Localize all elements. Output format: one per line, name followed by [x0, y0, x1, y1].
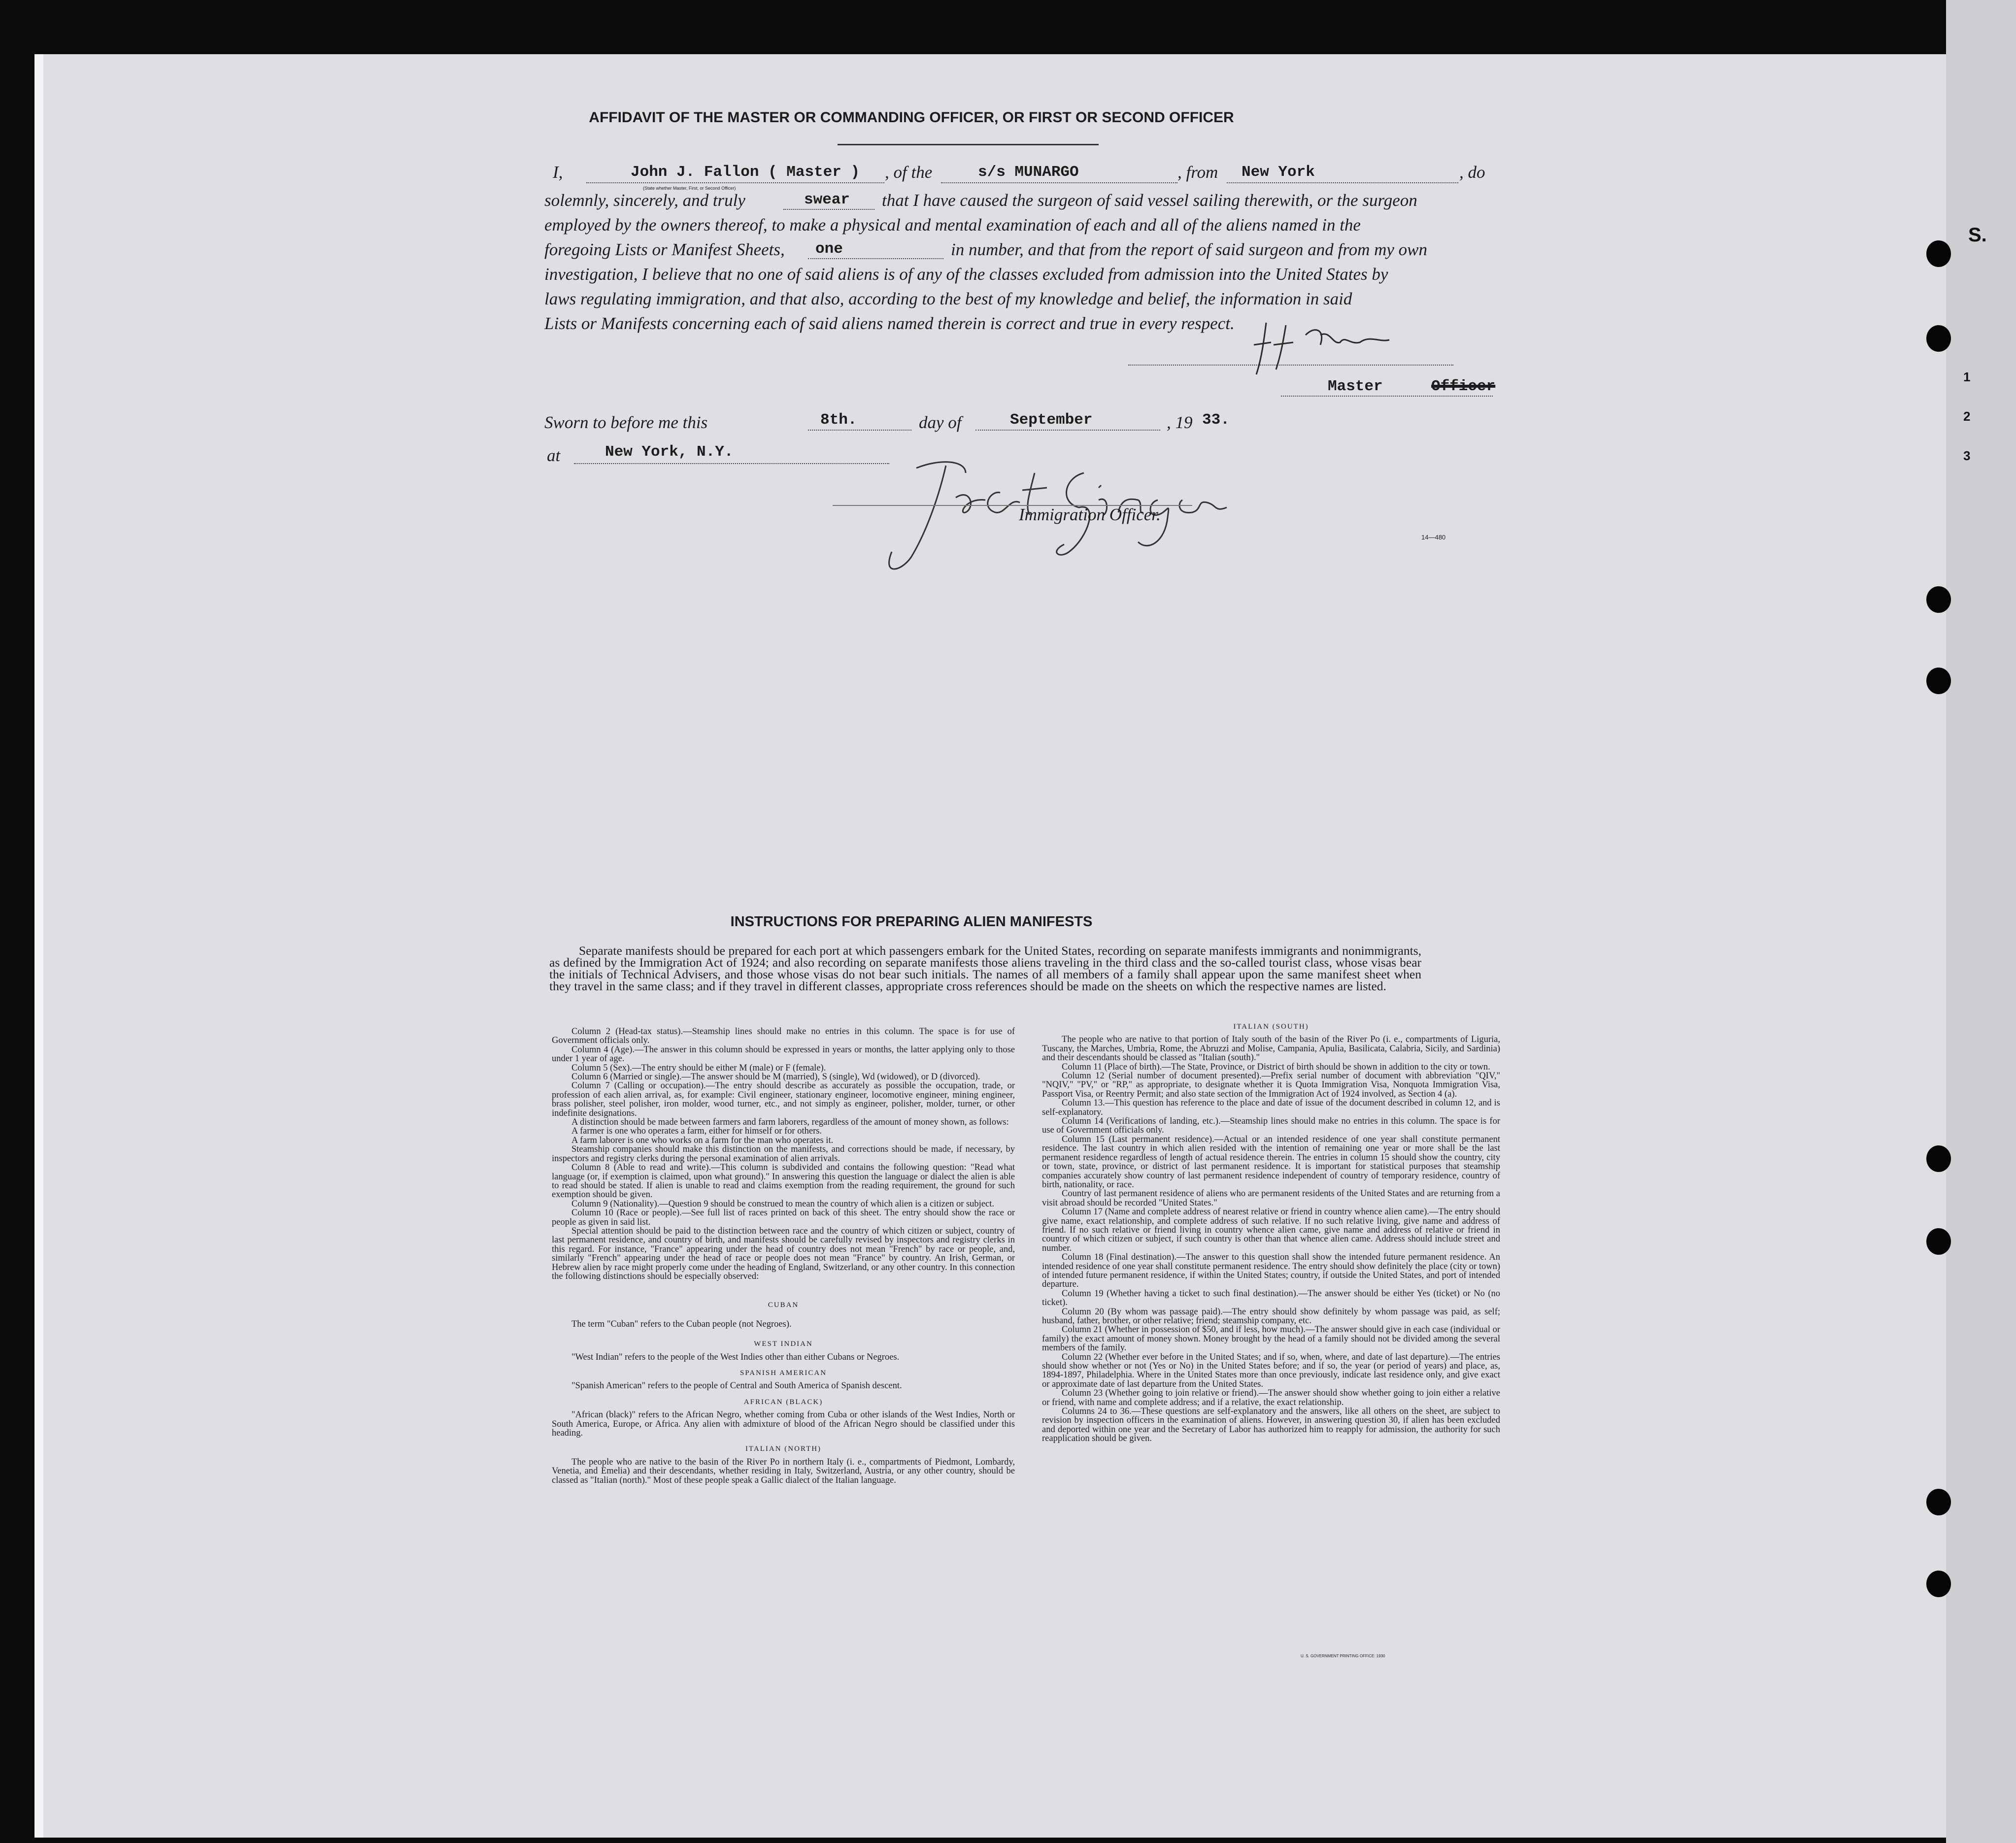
margin-number-3: 3 — [1963, 448, 1971, 463]
instruction-paragraph: Steamship companies should make this distinction on the manifests, and corrections should be made, if necessary, by inspectors and registry clerks during the personal examination of alien arrivals. — [552, 1144, 1015, 1164]
instruction-paragraph: Column 5 (Sex).—The entry should be either M (male) or F (female). — [571, 1063, 826, 1073]
at-label: at — [547, 446, 561, 465]
section-heading-west-indian: WEST INDIAN — [754, 1340, 813, 1348]
instruction-paragraph: "West Indian" refers to the people of the West Indies other than either Cubans or Negroes. — [571, 1352, 900, 1362]
instruction-paragraph: Column 6 (Married or single).—The answer should be M (married), S (single), Wd (widowed), or D (divorced). — [571, 1072, 980, 1082]
from-label: , from — [1177, 163, 1218, 182]
instruction-paragraph: Column 9 (Nationality).—Question 9 should be construed to mean the country of which alien is a citizen or subject. — [571, 1199, 995, 1209]
of-the-label: , of the — [885, 163, 933, 182]
instruction-paragraph: Column 23 (Whether going to join relative or friend).—The answer should show whether going to join either a relative or friend, with name and complete address; and if a relative, the exact relationship. — [1042, 1388, 1500, 1407]
instruction-paragraph: Column 21 (Whether in possession of $50, and if less, how much).—The answer should give in each case (individual or family) the exact amount of money shown. Money brought by the head of a family should not be divided among the several members of the family. — [1042, 1325, 1500, 1353]
instruction-paragraph: Column 4 (Age).—The answer in this column should be expressed in years or months, the latter applying only to those under 1 year of age. — [552, 1044, 1015, 1064]
signature-line — [1128, 365, 1453, 366]
affidavit-line-7: Lists or Manifests concerning each of said aliens named therein is correct and true in every respect. — [544, 314, 1235, 333]
margin-number-2: 2 — [1963, 409, 1971, 424]
instruction-paragraph: Column 13.—This question has reference to the place and date of issue of the document described in column 12, and is self-explanatory. — [1042, 1098, 1500, 1117]
i-label: I, — [553, 163, 563, 182]
binder-hole — [1926, 1145, 1951, 1172]
instruction-paragraph: Column 17 (Name and complete address of nearest relative or friend in country whence alien came).—The entry should give name, exact relationship, and complete address of such relative. If no such relative living, give name and address of friend. If no such relative or friend living in country whence alien came, give name and address of relative or friend in country of which citizen or subject, if such country is other than that whence alien came. Address should include street and number. — [1042, 1207, 1500, 1253]
sworn-day: 8th. — [820, 411, 857, 429]
day-of-label: day of — [919, 413, 962, 432]
master-signature — [1246, 315, 1394, 379]
instruction-paragraph: A farmer is one who operates a farm, either for himself or for others. — [571, 1126, 822, 1137]
instruction-paragraph: Column 12 (Serial number of document presented).—Prefix serial number of document with abbreviation "QIV," "NQIV," "PV," or "RP," as appropriate, to designate whether it is Quota Immigration Visa, Nonquota Immigration Visa, Passport Visa, or Reentry Permit; and also state section of the Immigration Act of 1924 involved, as Section 4 (a). — [1042, 1071, 1500, 1099]
instructions-left-column — [552, 1027, 1015, 1668]
instruction-paragraph: Column 2 (Head-tax status).—Steamship lines should make no entries in this column. The space is for use of Government officials only. — [552, 1027, 1015, 1046]
binder-hole — [1926, 1571, 1951, 1597]
affidavit-title: AFFIDAVIT OF THE MASTER OR COMMANDING OFFICER, OR FIRST OR SECOND OFFICER — [589, 109, 1234, 126]
instruction-paragraph: The term "Cuban" refers to the Cuban people (not Negroes). — [571, 1319, 792, 1329]
sworn-month: September — [1010, 411, 1093, 429]
affidavit-line-4a: foregoing Lists or Manifest Sheets, — [544, 240, 785, 259]
instruction-paragraph: A farm laborer is one who works on a farm for the man who operates it. — [571, 1135, 834, 1145]
affidavit-line-6: laws regulating immigration, and that also, according to the best of my knowledge and belief, the information in said — [544, 289, 1352, 308]
affidavit-line-2b: that I have caused the surgeon of said vessel sailing therewith, or the surgeon — [882, 191, 1417, 210]
instructions-title: INSTRUCTIONS FOR PREPARING ALIEN MANIFESTS — [730, 914, 1093, 930]
binder-hole — [1926, 586, 1951, 613]
officer-title: Immigration Officer. — [1019, 505, 1161, 524]
binder-hole — [1926, 1228, 1951, 1255]
instruction-paragraph: Column 18 (Final destination).—The answer to this question shall show the intended future permanent residence. An intended residence of one year shall constitute permanent residence. The entry should show definitely the place (city or town) of intended future permanent residence, if within the United States; country, if outside the United States, and port of intended departure. — [1042, 1252, 1500, 1290]
adjacent-page-strip — [1946, 0, 2016, 1843]
instructions-right-column — [1042, 1022, 1500, 1668]
binder-hole — [1926, 325, 1951, 352]
sheet-count: one — [815, 240, 843, 258]
binder-hole — [1926, 668, 1951, 694]
state-note: (State whether Master, First, or Second Officer) — [643, 186, 736, 191]
signer-title: Master — [1328, 378, 1383, 395]
instruction-paragraph: "Spanish American" refers to the people of Central and South America of Spanish descent. — [571, 1381, 902, 1391]
underline — [586, 182, 884, 183]
affidavit-line-4b: in number, and that from the report of said surgeon and from my own — [951, 240, 1428, 259]
affidavit-line-2a: solemnly, sincerely, and truly — [544, 191, 745, 210]
underline — [808, 258, 943, 259]
officer-name: John J. Fallon ( Master ) — [631, 164, 860, 181]
instruction-paragraph: Column 7 (Calling or occupation).—The entry should describe as accurately as possible the occupation, trade, or profession of each alien arrival, as, for example: Civil engineer, stationary engineer, locomotive engineer, mining engineer, brass polisher, steel polisher, iron molder, wood turner, etc., and not simply as engineer, polisher, molder, turner, or other indefinite designations. — [552, 1081, 1015, 1118]
margin-letter: S. — [1968, 224, 1987, 246]
section-heading-spanish-american: SPANISH AMERICAN — [739, 1369, 827, 1377]
vessel-name: s/s MUNARGO — [978, 164, 1079, 181]
section-heading-cuban: CUBAN — [768, 1301, 799, 1309]
section-heading-italian-south: ITALIAN (SOUTH) — [1233, 1023, 1309, 1031]
section-heading-african: AFRICAN (BLACK) — [743, 1398, 823, 1406]
affidavit-line-5: investigation, I believe that no one of said aliens is of any of the classes excluded from admission into the United States by — [544, 265, 1388, 284]
instruction-paragraph: Column 10 (Race or people).—See full list of races printed on back of this sheet. The entry should show the race or people as given in said list. — [552, 1208, 1015, 1227]
instruction-paragraph: A distinction should be made between farmers and farm laborers, regardless of the amount of money shown, as follows: — [571, 1117, 1009, 1128]
title-rule — [838, 144, 1099, 145]
instruction-paragraph: Column 19 (Whether having a ticket to such final destination).—The answer should be either Yes (ticket) or No (no ticket). — [1042, 1288, 1500, 1308]
underline — [941, 182, 1177, 183]
instruction-paragraph: The people who are native to the basin of the River Po in northern Italy (i. e., compartments of Piedmont, Lombardy, Venetia, and Emelia) and their descendants, whether residing in Italy, Switzerland, Austria, or any other country, should be classed as "Italian (north)." Most of these people speak a Gallic dialect of the Italian language. — [552, 1457, 1015, 1485]
instruction-paragraph: Column 8 (Able to read and write).—This column is subdivided and contains the following question: "Read what language (or, if exemption is claimed, upon what ground)." In answering this question the language or dialect the alien is able to read should be stated. If alien is unable to read and claims exemption from the reading requirement, the ground for such exemption should be given. — [552, 1163, 1015, 1200]
instruction-paragraph: Columns 24 to 36.—These questions are self-explanatory and the answers, like all others on the sheet, are subject to revision by inspection officers in the examination of aliens. However, in answering question 30, if alien has been excluded and deported within one year and the Secretary of Labor has authorized him to reapply for admission, the authority for such reapplication should be given. — [1042, 1407, 1500, 1444]
from-port: New York — [1242, 164, 1315, 181]
struck-title: Officer — [1431, 378, 1496, 395]
sworn-label: Sworn to before me this — [544, 413, 708, 432]
underline — [808, 430, 911, 431]
sworn-place: New York, N.Y. — [605, 443, 734, 461]
underline — [1281, 396, 1493, 397]
instructions-intro: Separate manifests should be prepared for each port at which passengers embark for the United States, recording on separate manifests immigrants and nonimmigrants, as defined by the Immigration Act of 1924; and also recording on separate manifests those aliens traveling in the third class and the so-called tourist class, whose visas bear the initials of Technical Advisers, and those whose visas do not bear such initials. The names of all members of a family shall appear upon the same manifest sheet when they travel in the same class; and if they travel in different classes, appropriate cross references should be made on the sheets on which the respective names are listed. — [549, 943, 1421, 993]
year-prefix: , 19 — [1167, 413, 1193, 432]
year-suffix: 33. — [1202, 411, 1230, 429]
section-heading-italian-north: ITALIAN (NORTH) — [745, 1445, 822, 1453]
instruction-paragraph: Country of last permanent residence of aliens who are permanent residents of the United States and are returning from a visit abroad should be recorded "United States." — [1042, 1189, 1500, 1208]
margin-number-1: 1 — [1963, 369, 1971, 384]
instruction-paragraph: Column 15 (Last permanent residence).—Actual or an intended residence of one year shall constitute permanent residence. The last country in which alien resided with the intention of remaining one year or more shall be the last permanent residence regardless of length of actual residence therein. The entries in column 15 should show the country, city or town, state, province, or district of last permanent residence. It is important for statistical purposes that steamship companies accurately show country of last permanent residence independent of country of temporary residence, country of birth, nationality, or race. — [1042, 1134, 1500, 1190]
binder-hole — [1926, 240, 1951, 267]
instruction-paragraph: Column 14 (Verifications of landing, etc.).—Steamship lines should make no entries in this column. The space is for use of Government officials only. — [1042, 1116, 1500, 1136]
printing-office-note: U. S. GOVERNMENT PRINTING OFFICE: 1930 — [1301, 1654, 1385, 1658]
underline — [1227, 182, 1458, 183]
instruction-paragraph: Column 22 (Whether ever before in the United States; and if so, when, where, and date of last departure).—The entries should show whether or not (Yes or No) in the United States before; and if so, the year (or period of years) and place, as, 1894-1897, Philadelphia. Where in the United States more than once previously, indicate last residence only, and give exact or approximate date of last departure from the United States. — [1042, 1352, 1500, 1389]
affidavit-line-3: employed by the owners thereof, to make a physical and mental examination of each and all of the aliens named in the — [544, 215, 1361, 235]
instruction-paragraph: The people who are native to that portion of Italy south of the basin of the River Po (i. e., compartments of Liguria, Tuscany, the Marches, Umbria, Rome, the Abruzzi and Molise, Campania, Apulia, Basilicata, Calabria, Sicily, and Sardinia) and their descendants should be classed as "Italian (south)." — [1042, 1035, 1500, 1063]
underline — [574, 463, 889, 464]
do-label: , do — [1459, 163, 1485, 182]
binder-hole — [1926, 1489, 1951, 1515]
instruction-paragraph: Column 20 (By whom was passage paid).—The entry should show definitely by whom passage was paid, as self; husband, father, brother, or other relative; friend; steamship company, etc. — [1042, 1307, 1500, 1326]
underline — [975, 430, 1160, 431]
instruction-paragraph: "African (black)" refers to the African Negro, whether coming from Cuba or other islands of the West Indies, North or South America, Europe, or Africa. Any alien with admixture of blood of the African Negro should be classified under this heading. — [552, 1410, 1015, 1439]
instruction-paragraph: Special attention should be paid to the distinction between race and the country of which citizen or subject, country of last permanent residence, and country of birth, and manifests should be carefully revised by inspectors and registry clerks in this regard. For instance, "France" appearing under the head of country does not mean "French" by race or people, and, similarly "French" appearing under the head of race or people does not mean "France" by country. An Irish, German, or Hebrew alien by race might properly come under the heading of England, Switzerland, or any other country. In this connection the following distinctions should be especially observed: — [552, 1226, 1015, 1281]
oath-word: swear — [804, 191, 850, 208]
form-number: 14—480 — [1421, 534, 1446, 541]
underline — [783, 209, 874, 210]
instruction-paragraph: Column 11 (Place of birth).—The State, Province, or District of birth should be shown in addition to the city or town. — [1062, 1062, 1490, 1072]
